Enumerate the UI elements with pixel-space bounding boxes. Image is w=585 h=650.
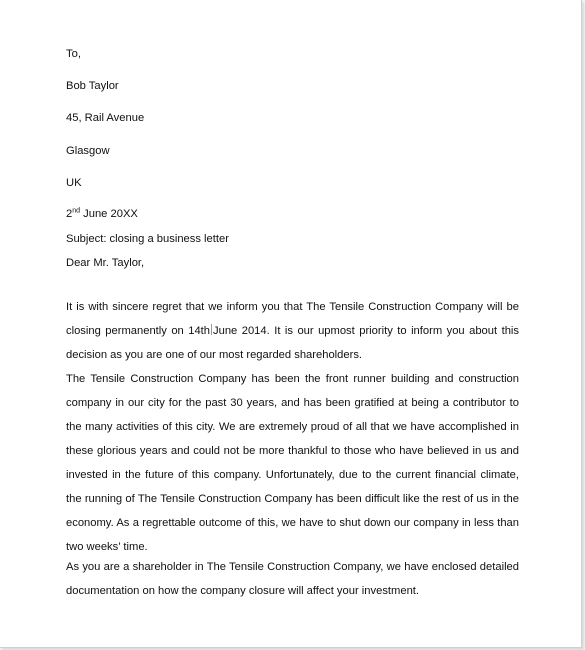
- paragraph-2: The Tensile Construction Company has been the front runner building and construction company in our city for the past 30 years, and has been gratified at being a contributor to the many activities of this city. We are extremely proud of all that we have accomplished in these glorious years and could not be more thankful to those who have believed in us and invested in the future of this company. Unfortunately, due to the current financial climate, the running of The Tensile Construction Company has been difficult like the rest of us in the economy. As a regrettable outcome of this, we have to shut down our company in less than two weeks’ time.: [66, 373, 519, 553]
- to-label: To,: [66, 48, 81, 60]
- text-cursor: [211, 324, 212, 335]
- address-country: UK: [66, 177, 82, 189]
- date-rest: June 20XX: [80, 208, 138, 220]
- letter-body: [66, 295, 519, 559]
- paragraph-1: [66, 295, 519, 367]
- date-suffix: nd: [72, 207, 81, 215]
- address-street: 45, Rail Avenue: [66, 112, 145, 124]
- paragraph-3: As you are a shareholder in The Tensile Construction Company, we have enclosed detailed documentation on how the company closure will affect your investment.: [66, 561, 519, 597]
- subject-line: Subject: closing a business letter: [66, 233, 229, 245]
- recipient-name: Bob Taylor: [66, 80, 119, 92]
- address-city: Glasgow: [66, 145, 110, 157]
- paragraph-1-part-b: June 2014. It is our upmost priority to inform you about this decision as you are one of our most regarded shareholders.: [66, 325, 519, 361]
- letter-date: [66, 207, 138, 221]
- salutation: Dear Mr. Taylor,: [66, 257, 145, 269]
- paragraph-1-part-a: It is with sincere regret that we inform you that The Tensile Construction Company will be closing permanently on 14th: [66, 301, 519, 337]
- date-day: 2: [66, 208, 73, 220]
- letter-body-closing: [66, 555, 519, 603]
